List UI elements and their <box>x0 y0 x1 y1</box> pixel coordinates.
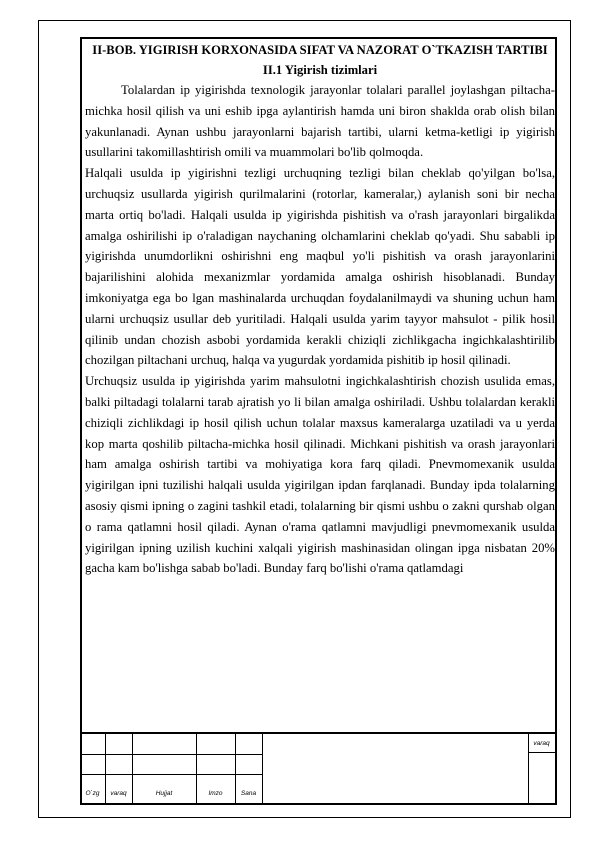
label-imzo: Imzo <box>208 790 223 797</box>
paragraph-1: Tolalardan ip yigirishda texnologik jarayonlar tolalari parallel joylashgan piltacha-michka hosil qilish va uni eshib ipga aylantirish hamda uni biron shaklda orab olish bilan yakunlanadi. Aynan ushbu jarayonlarni bajarish tartibi, ularni ketma-ketligi ip yigirish usullarini takomillashtirish omili va muammolari bo'lib qolmoqda. <box>85 83 555 160</box>
label-hujjat: Hujjat <box>155 790 173 797</box>
document-body <box>85 40 555 579</box>
chapter-heading: II-BOB. YIGIRISH KORXONASIDA SIFAT VA NAZORAT O`TKAZISH TARTIBI <box>92 43 548 57</box>
label-sheet: varaq <box>533 740 550 747</box>
label-varaq: varaq <box>110 790 127 797</box>
label-ozg: O`zg <box>85 790 100 797</box>
section-heading: II.1 Yigirish tizimlari <box>262 63 378 77</box>
title-block <box>80 732 557 805</box>
paragraph-3: Urchuqsiz usulda ip yigirishda yarim mahsulotni ingichkalashtirish chozish usulida emas, balki piltadagi tolalarni tarab ajratish yo li bilan amalga oshiriladi. Ushbu tolalardan kerakli chiziqli zichlikdagi ip hosil qilish uchun tolalar maxsus kameralarga uzatiladi va u yerda kop marta qoshilib piltacha-michka hosil qilinadi. Michkani pishitish va orash jarayonlari ham amalga oshirish tartibi va mohiyatiga kora farq qiladi. Pnevmomexanik usulda yigirilgan ipni tuzilishi halqali usulda yigirilgan ipdan farqlanadi. Bunday ipda tolalarning asosiy qismi ipning o zagini tashkil etadi, tolalarning bir qismi ushbu o zakni qurshab olgan o rama qatlamni hosil qiladi. Aynan o'rama qatlamni mavjudligi pnevmomexanik usulda yigirilgan ipning uzilish kuchini xalqali yigirish mashinasidan olingan ipga nisbatan 20% gacha kam bo'lishga sabab bo'ladi. Bunday farq bo'lishi o'rama qatlamdagi <box>85 374 555 576</box>
label-sana: Sana <box>240 790 257 797</box>
paragraph-2: Halqali usulda ip yigirishni tezligi urchuqning tezligi bilan cheklab qo'yilgan bo'lsa, urchuqsiz usullarda yigirish qurilmalarini (rotorlar, kameralar,) aylanish soni bir necha marta ortiq bo'ladi. Halqali usulda ip yigirishda pishitish va o'rash jarayonlari birgalikda amalga oshirilishi ip o'raladigan naychaning olchamlarini cheklab qo'yadi. Shu sababli ip yigirishda unumdorlikni oshirishni eng maqbul yo'li pishitish va orash jarayonlarini bajarilishini alohida mexanizmlar yordamida amalga oshirish hisoblanadi. Bunday imkoniyatga ega bo lgan mashinalarda urchuqdan foydalanilmaydi va shuning uchun ham ularni urchuqsiz usullar deb yuritiladi. Halqali usulda yarim tayyor mahsulot - pilik hosil qilinib undan chozish asbobi yordamida kerakli chiziqli zichlikgacha ingichkalashtirilib chozilgan piltachani urchuq, halqa va yugurdak yordamida pishitib ip hosil qilinadi. <box>85 166 555 368</box>
